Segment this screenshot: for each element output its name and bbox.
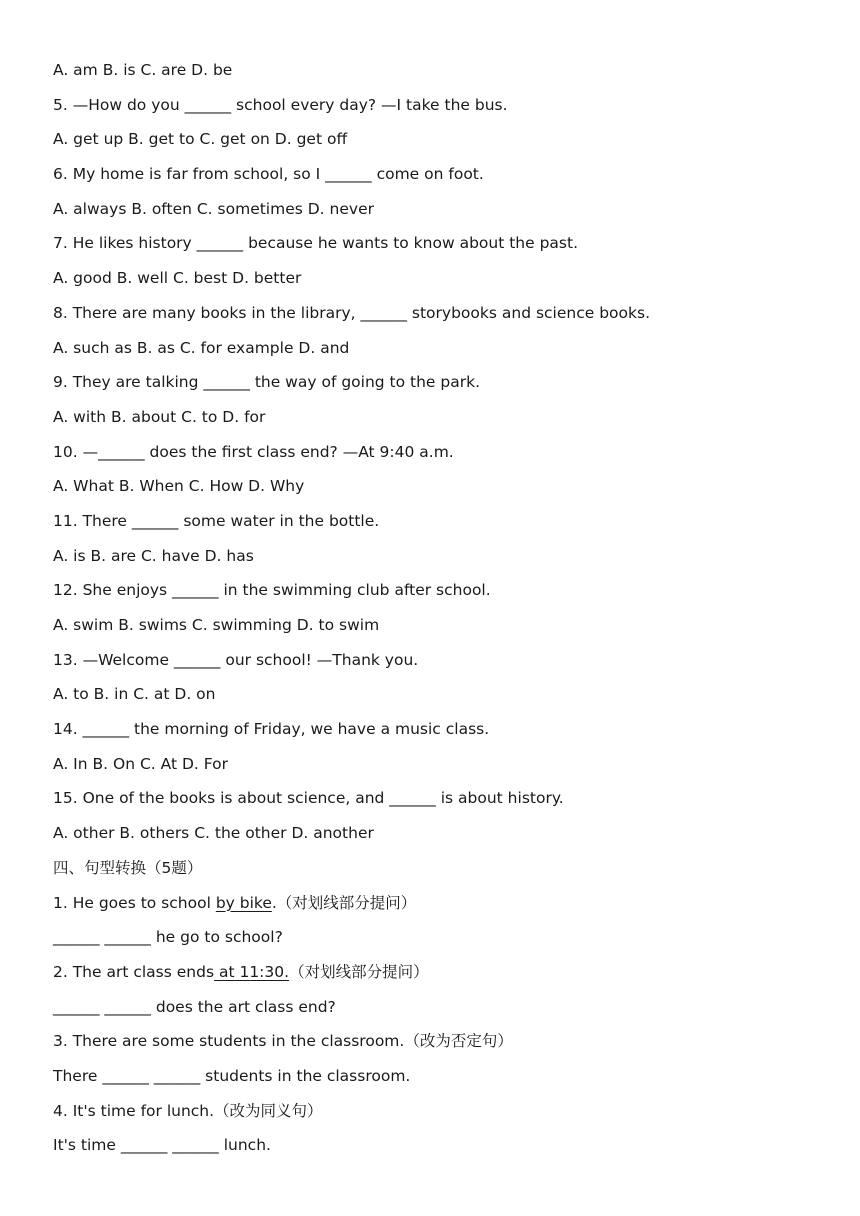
transform-question-4: 4. It's time for lunch.（改为同义句） [53, 1101, 323, 1120]
q12-options: A. swim B. swims C. swimming D. to swim [53, 616, 380, 634]
worksheet-page [53, 57, 843, 1167]
transform-answer-2: ______ ______ does the art class end? [53, 997, 336, 1016]
question-9: 9. They are talking ______ the way of going to the park. [53, 373, 481, 392]
transform-q1-prefix: 1. He goes to school [53, 893, 216, 912]
question-6: 6. My home is far from school, so I ______ come on foot. [53, 165, 484, 184]
transform-answer-3: There ______ ______ students in the classroom. [53, 1066, 411, 1085]
q15-options: A. other B. others C. the other D. another [53, 824, 374, 843]
transform-q2-suffix: （对划线部分提问） [289, 962, 429, 981]
transform-q1-underlined: by bike [215, 893, 272, 912]
q9-options: A. with B. about C. to D. for [53, 407, 266, 426]
section-heading: 四、句型转换（5题） [53, 858, 203, 877]
transform-q2-prefix: 2. The art class ends [53, 962, 215, 981]
transform-answer-4: It's time ______ ______ lunch. [53, 1136, 271, 1155]
q13-options: A. to B. in C. at D. on [53, 685, 216, 704]
question-15: 15. One of the books is about science, and ______ is about history. [53, 789, 564, 808]
q8-options: A. such as B. as C. for example D. and [53, 338, 350, 357]
q5-options: A. get up B. get to C. get on D. get off [53, 130, 348, 149]
transform-q2-underlined: at 11:30. [214, 962, 290, 981]
question-8: 8. There are many books in the library, ______ storybooks and science books. [53, 303, 650, 322]
q4-options: A. am B. is C. are D. be [53, 61, 233, 79]
q11-options: A. is B. are C. have D. has [53, 546, 254, 565]
question-5: 5. —How do you ______ school every day? —I take the bus. [53, 95, 508, 114]
transform-question-2 [53, 959, 843, 994]
question-13: 13. —Welcome ______ our school! —Thank you. [53, 650, 419, 669]
transform-question-1 [53, 890, 843, 925]
q14-options: A. In B. On C. At D. For [53, 754, 228, 773]
question-12: 12. She enjoys ______ in the swimming club after school. [53, 581, 491, 600]
transform-question-3: 3. There are some students in the classroom.（改为否定句） [53, 1032, 513, 1051]
q6-options: A. always B. often C. sometimes D. never [53, 199, 374, 218]
question-11: 11. There ______ some water in the bottle. [53, 511, 380, 530]
transform-answer-1: ______ ______ he go to school? [53, 928, 283, 947]
q10-options: A. What B. When C. How D. Why [53, 477, 305, 496]
question-14: 14. ______ the morning of Friday, we have a music class. [53, 720, 490, 739]
transform-q1-suffix: .（对划线部分提问） [271, 893, 417, 912]
question-10: 10. —______ does the first class end? —At 9:40 a.m. [53, 442, 454, 461]
question-7: 7. He likes history ______ because he wants to know about the past. [53, 234, 579, 253]
q7-options: A. good B. well C. best D. better [53, 269, 302, 288]
